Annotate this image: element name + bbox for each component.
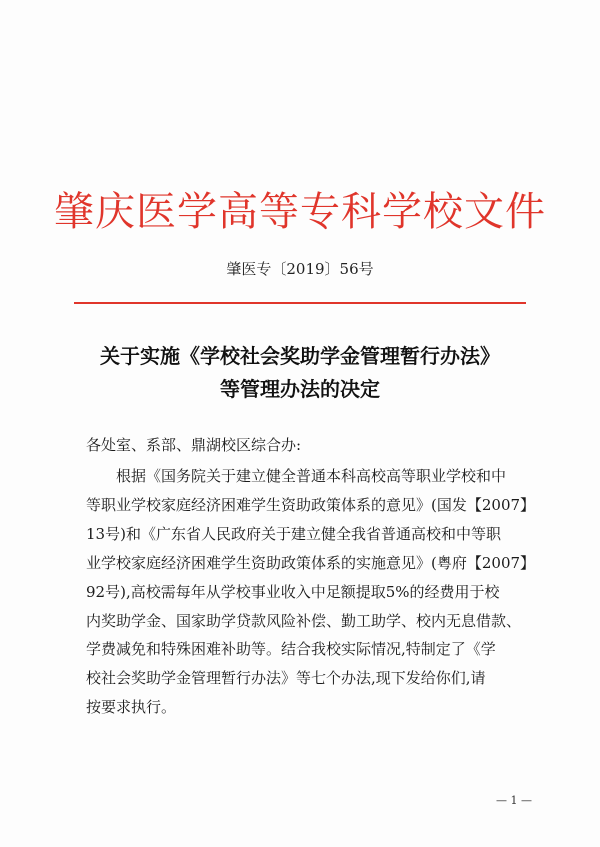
body-line: 13号)和《广东省人民政府关于建立健全我省普通高校和中等职: [86, 524, 501, 543]
body-line: 业学校家庭经济困难学生资助政策体系的实施意见》(粤府【2007】: [86, 553, 536, 572]
document-body: [86, 462, 546, 722]
body-line: 等职业学校家庭经济困难学生资助政策体系的意见》(国发【2007】: [86, 495, 536, 514]
document-title: [40, 340, 560, 406]
body-line: 学费减免和特殊困难补助等。结合我校实际情况,特制定了《学: [86, 640, 496, 659]
body-line: 内奖助学金、国家助学贷款风险补偿、勤工助学、校内无息借款、: [86, 611, 522, 630]
body-line: 根据《国务院关于建立健全普通本科高校高等职业学校和中: [116, 467, 507, 485]
body-line: 校社会奖助学金管理暂行办法》等七个办法,现下发给你们,请: [86, 669, 486, 688]
page-number: — 1 —: [496, 794, 532, 807]
document-title-line-1: 关于实施《学校社会奖助学金管理暂行办法》: [100, 344, 500, 368]
body-line: 92号),高校需每年从学校事业收入中足额提取5%的经费用于校: [86, 582, 500, 601]
salutation: 各处室、系部、鼎湖校区综合办:: [86, 436, 302, 454]
institution-masthead: 肇庆医学高等专科学校文件: [54, 189, 546, 235]
red-divider-line: [74, 302, 526, 304]
body-line: 按要求执行。: [86, 698, 177, 717]
document-number: 肇医专〔2019〕56号: [226, 260, 374, 278]
document-title-line-2: 等管理办法的决定: [220, 377, 380, 401]
